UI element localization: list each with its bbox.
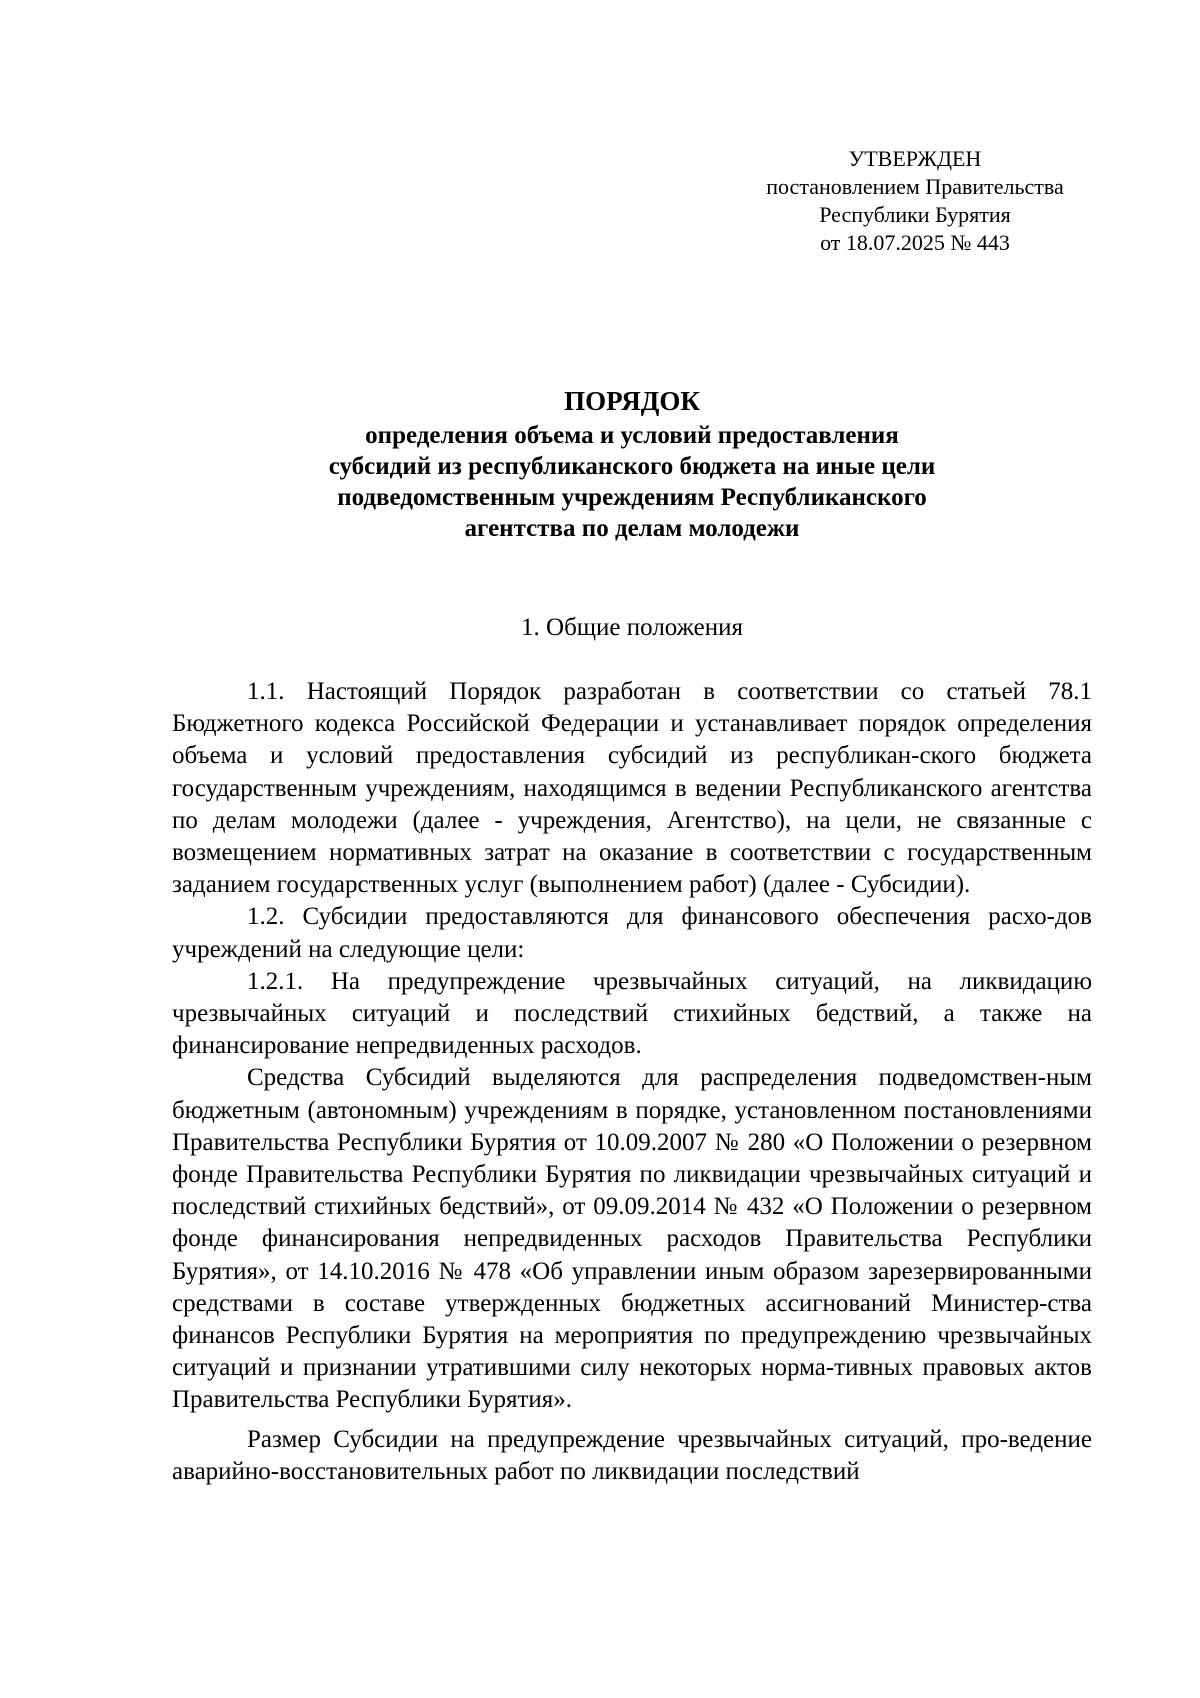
paragraph: 1.2. Субсидии предоставляются для финансового обеспечения расхо-дов учреждений на следующие цели: <box>172 903 1092 963</box>
document-body <box>172 676 1092 1488</box>
approval-stamp <box>745 145 1085 257</box>
title-main: ПОРЯДОК <box>564 386 700 416</box>
document-title <box>170 384 1094 544</box>
section-heading: 1. Общие положения <box>521 614 743 641</box>
title-subtitle-line: агентства по делам молодежи <box>464 515 800 542</box>
title-subtitle-line: подведомственным учреждениям Республиканского <box>337 484 927 511</box>
paragraph: Средства Субсидий выделяются для распределения подведомствен-ным бюджетным (автономным) учреждениям в порядке, установленном постановлениями Правительства Республики Бурятия от 10.09.2007 № 280 «О Положении о резервном фонде Правительства Республики Бурятия по ликвидации чрезвычайных ситуаций и последствий стихийных бедствий», от 09.09.2014 № 432 «О Положении о резервном фонде финансирования непредвиденных расходов Правительства Республики Бурятия», от 14.10.2016 № 478 «Об управлении иным образом зарезервированными средствами в составе утвержденных бюджетных ассигнований Министер-ства финансов Республики Бурятия на мероприятия по предупреждению чрезвычайных ситуаций и признании утратившими силу некоторых норма-тивных правовых актов Правительства Республики Бурятия». <box>172 1064 1092 1414</box>
title-subtitle-line: определения объема и условий предоставления <box>365 422 899 449</box>
title-subtitle-line: субсидий из республиканского бюджета на иные цели <box>328 453 936 480</box>
paragraph: 1.1. Настоящий Порядок разработан в соответствии со статьей 78.1 Бюджетного кодекса Российской Федерации и устанавливает порядок определения объема и условий предоставления субсидий из республикан-ского бюджета государственным учреждениям, находящимся в ведении Республиканского агентства по делам молодежи (далее - учреждения, Агентство), на цели, не связанные с возмещением нормативных затрат на оказание в соответствии с государственным заданием государственных услуг (выполнением работ) (далее - Субсидии). <box>172 678 1092 899</box>
paragraph: 1.2.1. На предупреждение чрезвычайных ситуаций, на ликвидацию чрезвычайных ситуаций и последствий стихийных бедствий, а также на финансирование непредвиденных расходов. <box>172 967 1092 1060</box>
approval-date-number: от 18.07.2025 № 443 <box>820 230 1010 255</box>
paragraph: Размер Субсидии на предупреждение чрезвычайных ситуаций, про-ведение аварийно-восстановительных работ по ликвидации последствий <box>172 1425 1092 1485</box>
approval-status: УТВЕРЖДЕН <box>848 146 982 171</box>
approval-basis: постановлением Правительства <box>766 174 1064 199</box>
approval-authority: Республики Бурятия <box>819 202 1011 227</box>
